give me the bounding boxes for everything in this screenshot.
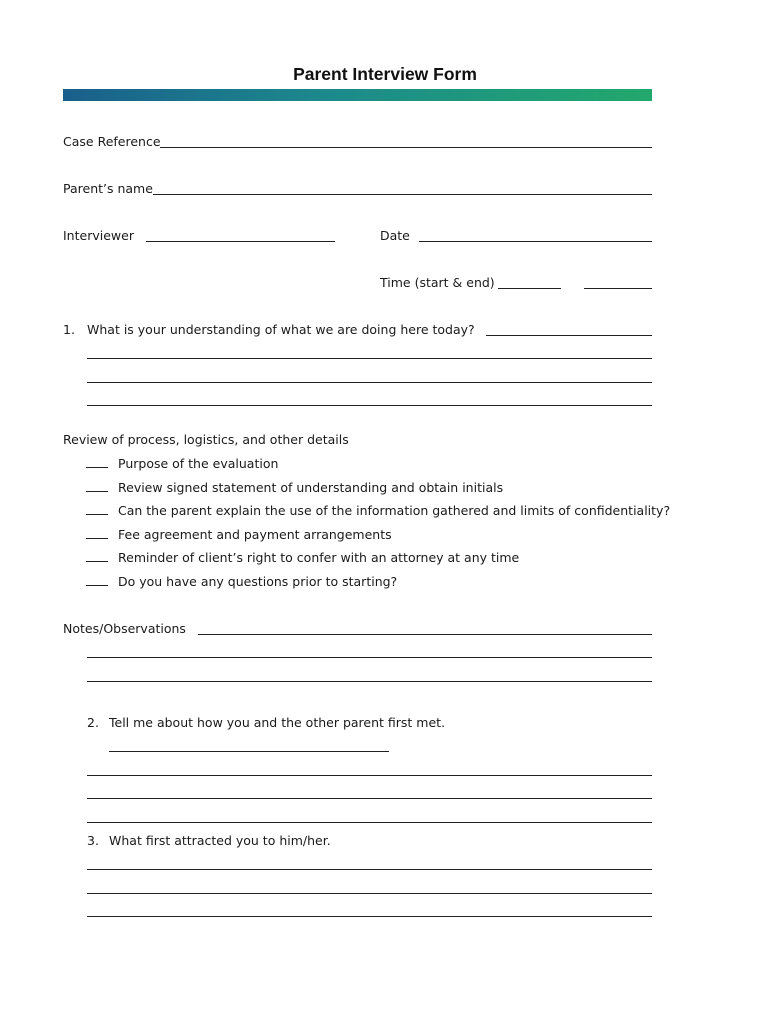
- question-3-answer-line[interactable]: [87, 869, 652, 870]
- parents-name-label: Parent’s name: [63, 181, 153, 196]
- question-2-number: 2.: [87, 715, 99, 730]
- case-reference-label: Case Reference: [63, 134, 161, 149]
- page-title: Parent Interview Form: [293, 64, 477, 84]
- checklist-item: [86, 574, 397, 590]
- case-reference-field[interactable]: [160, 147, 652, 148]
- question-2-answer-line[interactable]: [109, 751, 389, 752]
- question-1-number: 1.: [63, 322, 75, 337]
- parents-name-field[interactable]: [153, 194, 652, 195]
- checklist-item: [86, 503, 670, 519]
- time-start-field[interactable]: [498, 288, 561, 289]
- checklist-blank[interactable]: [86, 585, 108, 586]
- checklist-item: [86, 456, 278, 472]
- interviewer-field[interactable]: [146, 241, 335, 242]
- question-1-answer-line[interactable]: [87, 358, 652, 359]
- checklist-item: [86, 527, 392, 543]
- checklist-item-label: Can the parent explain the use of the information gathered and limits of confidentiality?: [118, 503, 671, 518]
- question-2-answer-line[interactable]: [87, 822, 652, 823]
- date-label: Date: [380, 228, 410, 243]
- checklist-item-label: Purpose of the evaluation: [118, 456, 279, 471]
- question-3-text: What first attracted you to him/her.: [109, 833, 331, 848]
- question-3-answer-line[interactable]: [87, 893, 652, 894]
- checklist-item: [86, 480, 503, 496]
- checklist-blank[interactable]: [86, 538, 108, 539]
- notes-line[interactable]: [87, 681, 652, 682]
- question-3-number: 3.: [87, 833, 99, 848]
- time-label: Time (start & end): [380, 275, 495, 290]
- checklist-item-label: Review signed statement of understanding and obtain initials: [118, 480, 504, 495]
- checklist-item: [86, 550, 519, 566]
- header-color-bar: [63, 89, 652, 101]
- question-2-answer-line[interactable]: [87, 775, 652, 776]
- notes-line[interactable]: [87, 657, 652, 658]
- time-end-field[interactable]: [584, 288, 652, 289]
- checklist-blank[interactable]: [86, 467, 108, 468]
- checklist-item-label: Do you have any questions prior to starting?: [118, 574, 398, 589]
- checklist-item-label: Fee agreement and payment arrangements: [118, 527, 392, 542]
- checklist-item-label: Reminder of client’s right to confer with an attorney at any time: [118, 550, 520, 565]
- checklist-blank[interactable]: [86, 514, 108, 515]
- question-2-text: Tell me about how you and the other parent first met.: [109, 715, 446, 730]
- question-1-text: What is your understanding of what we are doing here today?: [87, 322, 475, 337]
- checklist-blank[interactable]: [86, 561, 108, 562]
- question-1-answer-line[interactable]: [87, 405, 652, 406]
- review-heading: Review of process, logistics, and other details: [63, 432, 349, 447]
- notes-label: Notes/Observations: [63, 621, 186, 636]
- question-1-answer-line[interactable]: [87, 382, 652, 383]
- checklist-blank[interactable]: [86, 491, 108, 492]
- interviewer-label: Interviewer: [63, 228, 134, 243]
- question-2-answer-line[interactable]: [87, 798, 652, 799]
- question-3-answer-line[interactable]: [87, 916, 652, 917]
- date-field[interactable]: [419, 241, 652, 242]
- question-1-answer-line[interactable]: [486, 335, 652, 336]
- notes-line[interactable]: [198, 634, 652, 635]
